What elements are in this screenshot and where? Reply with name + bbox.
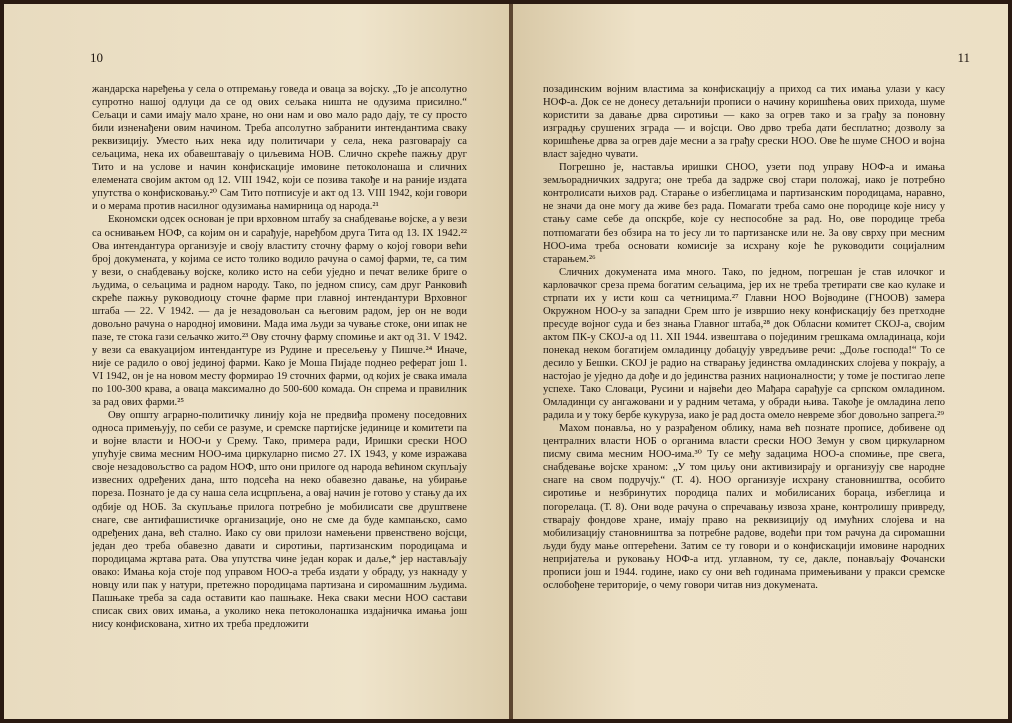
- page-number: 11: [957, 50, 970, 65]
- paragraph: Махом понавља, но у разрађеном облику, нама већ познате прописе, добивене од централних власти НОБ о органима власти срески НОО Земун у свом циркуларном писму свима месним НОО-има.³⁰ Ту се међу задацима НОО-а спомиње, пре свега, снабдевање војске храном: „У том циљу они активизирају и организују све народне снаге на свом подручју.“ (Т. 4). НОО организује исхрану становништва, особито сиротиње и незбринутих породица палих и мобилисаних бораца, избеглица и погорелаца. (Т. 8). Они воде рачуна о спречавању извоза хране, контролишу привреду, стварају фондове хране, имају право на реквизицију од имућних слојева и на мобилизацију становништва за потребне радове, водећи при том рачуна да сиромашни људи буду мање оптерећени. Затим се ту говори и о конфискацији имовине народних непријатеља и руковању НОФ-а итд. углавном, ту се, дакле, понављају Фочански прописи још и 1944. године, иако су они већ годинама примењивани у пракси сремске ослобођене територије, о чему говори читав низ докумената.: [543, 423, 945, 591]
- paragraph: жандарска наређења у села о отпремању говеда и оваца за војску. „То је апсолутно супротно нашој одлуци да се од ових сељака ништа не одузима присилно.“ Сељаци и сами имају мало хране, но они нам и ово мало радо дају, те су просто били изненађени овим начином. Треба апсолутно забранити интендантима сваку реквизицију. Уместо њих нека иду политичари у села, нека разговарају са сељацима, нека их обавештавају о циљевима НОВ. Слично скреће пажњу друг Тито и на услове и начин конфискације имовине петоколонаша и сличних елемената својим актом од 12. VIII 1942, који се позива такође и на раније издата упутства о конфисковању.²⁰ Сам Тито потписује и акт од 13. VIII 1942, који говори и о мерама против насилног одузимања намирница од народа.²¹: [92, 84, 467, 213]
- paragraph: Ову општу аграрно-политичку линију која не предвиђа промену поседовних односа примењују, по себи се разуме, и сремске партијске јединице и комитети па и војне власти и НОО-и у Срему. Тако, примера ради, Иришки срески НОО упућује свима месним НОО-има циркуларно писмо 27. IX 1943, у коме изражава своје незадовољство са радом НОФ, што они прилоге од народа већином скупљају извесних одређених дана, што подсећа на неко обавезно давање, на убирање пореза. Познато је да су наша села исцрпљена, а овај начин је готово у стању да их одбије од НОБ. За скупљање прилога потребно је мобилисати све друштвене снаге, све антифашистичке организације, оно не сме да буде кампањско, само одређених дана, већ стално. Иако су ови прилози намењени првенствено војсци, један део треба обавезно давати и сиротињи, партизанским породицама и породицама жртава рата. Ова упутства чине један корак и даље,* јер настављају овако: Имања која стоје под управом НОО-а треба издати у обраду, уз накнаду у новцу или пак у натури, претежно породицама партизана и сиромашним људима. Пашњаке треба за сада оставити као пашњаке. Нека сваки месни НОО састави списак свих ових имања, а уколико нека петоколонашка издајничка имања још нису конфискована, хитно их треба предложити: [92, 410, 467, 630]
- paragraph: Економски одсек основан је при врховном штабу за снабдевање војске, а у вези са оснивањем НОФ, са којим он и сарађује, наређбом друга Тита од 13. IX 1942.²² Ова интендантура организује и своју властиту сточну фарму о којој говори већи број докумената, у којима се исто толико водило рачуна о самој фарми, те, са тим у вези, о снабдевању војске, колико исто на себи уједно и печат велике бриге о људима, о сељацима и радном народу. Тако, по једном спису, сам друг Ранковић скреће пажњу руководиоцу сточне фарме при главној интендантури Врховног штаба — 22. V 1942. — да је незадовољан са његовим радом, јер он не води довољно рачуна о народној имовини. Мада има људи за чување стоке, они ипак не пазе, те стока гази сељачко жито.²³ Ову сточну фарму спомиње и акт од 31. V 1942. у вези са евакуацијом интендантуре из Рудине и пресељењу у Пишче.²⁴ Иначе, није се радило о овој јединој фарми. Како је Моша Пијаде поднео реферат још 1. VI 1942, он је на новом месту формирао 19 сточних фарми, од којих је свака имала по 100-300 крава, а оваца максимално до 500-600 комада. Он спрема и правилник за рад ових фарми.²⁵: [92, 214, 467, 409]
- page-body: [543, 83, 945, 592]
- page-body: [92, 83, 467, 631]
- page-number: 10: [90, 50, 103, 65]
- open-book: [4, 4, 1008, 719]
- paragraph: Сличних докумената има много. Тако, по једном, погрешан је став илочког и карловачког среза према богатим сељацима, јер их не треба третирати све као кулаке и стрпати их у исти кош са четницима.²⁷ Главни НОО Војводине (ГНООВ) замера Окружном НОО-у за западни Срем што је извршио неку конфискацију без претходне пресуде војног суда и без знања Главног штаба,²⁸ док Обласни комитет СКОЈ-а, својим актом ПК-у СКОЈ-а од 11. XII 1944. извештава о појединим грешкама омладинаца, који понекад неком богатијем омладинцу добацују увредљиве речи: „Доље господа!“ То се десило у Бешки. СКОЈ је радио на стварању јединства омладинских слојева у покрају, а настојао је уједно да дође и до јединства разних националности; у томе је постигао лепе успехе. Тако Словаци, Русини и највећи део Мађара сарађује са српском омладином. Омладинци су ангажовани и у радним четама, у обради њива. Такође је омладина лепо радила и у току бербе кукуруза, иако је рад доста омело невреме због довољно запрега.²⁹: [543, 266, 945, 422]
- paragraph: Погрешно је, наставља иришки СНОО, узети под управу НОФ-а и имања земљорадничких задруга; оне треба да задрже свој стари положај, иако је потребно контролисати њихов рад. Старање о избеглицама и партизанским породицама, наравно, не значи да оне могу да живе без рада. Помагати треба само оне породице које нису у стању саме себе да опскрбе, које су неспособне за рад. Но, ове породице треба потпомагати без обзира на то јесу ли то партизанске или не. За ову сврху при месним НОО-има треба основати комисије за исхрану које ће руководити социјалним старањем.²⁶: [543, 162, 945, 265]
- right-page: [513, 4, 1008, 719]
- paragraph: позадинским војним властима за конфискацију а приход са тих имања улази у касу НОФ-а. Док се не донесу детаљнији прописи о начину коришћења ових прихода, шуме користити за давање дрва сиротињи — како за огрев тако и за грађу за поновну изградњу срушених зграда — и војсци. Ово дрво треба дати бесплатно; дозволу за коришћење дрва за огрев даје месни а за грађу срески НОО. Ове ће шуме СНОО и војна власт заједно чувати.: [543, 84, 945, 161]
- left-page: [4, 4, 509, 719]
